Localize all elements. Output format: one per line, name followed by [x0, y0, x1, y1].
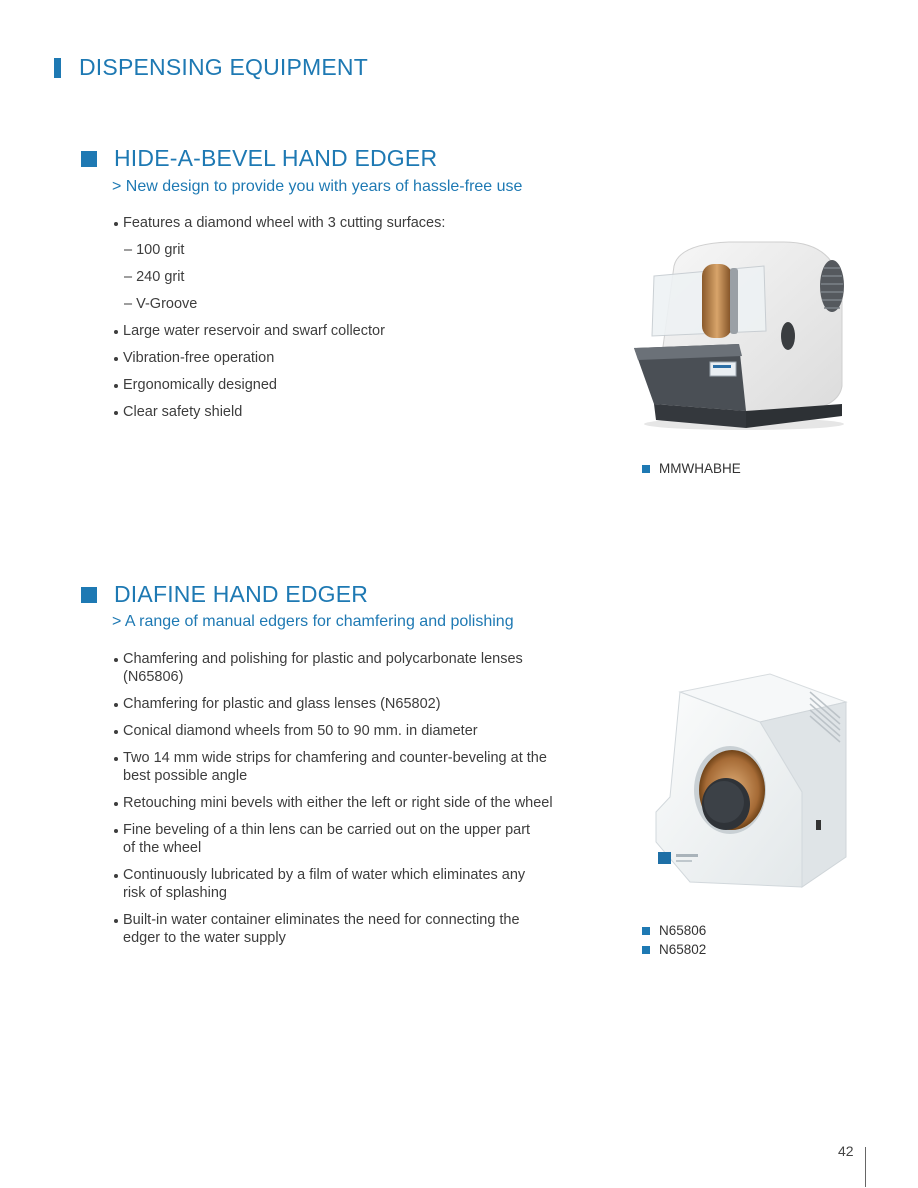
page-title: DISPENSING EQUIPMENT	[79, 54, 368, 80]
product-code-row	[642, 940, 706, 959]
feature-subitem: – V-Groove	[124, 296, 198, 312]
section-title-diafine	[81, 581, 368, 608]
diafine-edger-image	[650, 672, 850, 894]
feature-item: Two 14 mm wide strips for chamfering and counter-beveling at the best possible angle	[113, 749, 563, 785]
section-subtitle: > A range of manual edgers for chamfering and polishing	[112, 613, 514, 630]
code-marker	[642, 927, 650, 935]
page-header	[54, 54, 368, 81]
section-title-hide-a-bevel	[81, 145, 437, 172]
section-title-text: HIDE-A-BEVEL HAND EDGER	[114, 145, 438, 171]
section-marker	[81, 587, 97, 603]
page-number: 42	[838, 1143, 854, 1159]
page-number-divider	[865, 1147, 866, 1187]
product-code-row	[642, 921, 706, 940]
feature-item: Continuously lubricated by a film of water which eliminates any risk of splashing	[113, 866, 543, 902]
feature-item: Clear safety shield	[113, 403, 533, 430]
feature-item: Chamfering for plastic and glass lenses (N65802)	[113, 695, 583, 713]
feature-item: Conical diamond wheels from 50 to 90 mm. in diameter	[113, 722, 583, 740]
product-code-row	[642, 459, 741, 478]
code-marker	[642, 465, 650, 473]
header-bar-marker	[54, 58, 61, 78]
feature-item: Features a diamond wheel with 3 cutting surfaces:	[113, 214, 533, 241]
product-code: N65806	[659, 923, 707, 938]
feature-subitem: – 100 grit	[124, 242, 185, 258]
feature-item: Fine beveling of a thin lens can be carried out on the upper part of the wheel	[113, 821, 543, 857]
product-code: N65802	[659, 942, 707, 957]
section-subtitle: > New design to provide you with years of hassle-free use	[112, 178, 523, 195]
product-codes	[642, 459, 741, 478]
section-title-text: DIAFINE HAND EDGER	[114, 581, 369, 607]
feature-item: Retouching mini bevels with either the left or right side of the wheel	[113, 794, 583, 812]
feature-item: Ergonomically designed	[113, 376, 533, 403]
hide-a-bevel-edger-image	[634, 236, 850, 432]
product-code: MMWHABHE	[659, 461, 741, 476]
feature-item: Large water reservoir and swarf collector	[113, 322, 533, 349]
section-marker	[81, 151, 97, 167]
feature-item: Vibration-free operation	[113, 349, 533, 376]
product-codes	[642, 921, 706, 959]
feature-item: Built-in water container eliminates the need for connecting the edger to the water supply	[113, 911, 543, 947]
code-marker	[642, 946, 650, 954]
feature-subitem: – 240 grit	[124, 269, 185, 285]
feature-list	[113, 214, 533, 430]
feature-item: Chamfering and polishing for plastic and polycarbonate lenses (N65806)	[113, 650, 583, 686]
feature-list	[113, 650, 583, 956]
